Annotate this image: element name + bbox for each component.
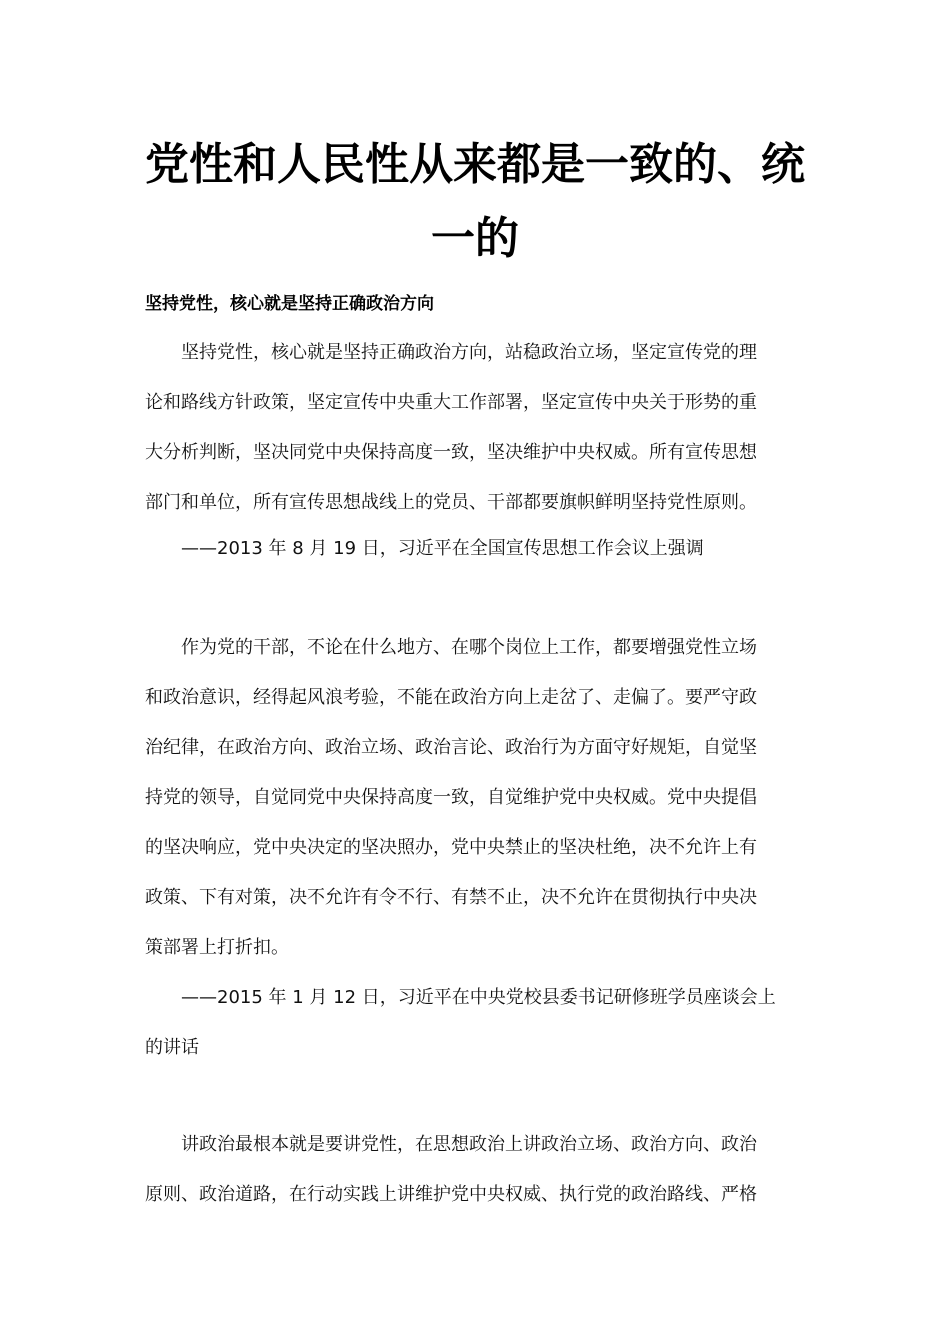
paragraph-2 [145, 623, 805, 973]
paragraph-line: 政策、下有对策，决不允许有令不行、有禁不止，决不允许在贯彻执行中央决 [145, 887, 757, 908]
paragraph-line: 策部署上打折扣。 [145, 937, 289, 958]
document-title-line-2: 一的 [431, 213, 519, 264]
paragraph-line: 作为党的干部，不论在什么地方、在哪个岗位上工作，都要增强党性立场 [181, 637, 757, 658]
paragraph-1 [145, 328, 805, 528]
paragraph-line: 治纪律，在政治方向、政治立场、政治言论、政治行为方面守好规矩，自觉坚 [145, 737, 757, 758]
paragraph-3 [145, 1120, 805, 1220]
paragraph-line: 的坚决响应，党中央决定的坚决照办，党中央禁止的坚决杜绝，决不允许上有 [145, 837, 757, 858]
citation-line: 的讲话 [145, 1037, 199, 1058]
paragraph-line: 坚持党性，核心就是坚持正确政治方向，站稳政治立场，坚定宣传党的理 [181, 342, 757, 363]
paragraph-line: 论和路线方针政策，坚定宣传中央重大工作部署，坚定宣传中央关于形势的重 [145, 392, 757, 413]
paragraph-line: 原则、政治道路，在行动实践上讲维护党中央权威、执行党的政治路线、严格 [145, 1184, 757, 1205]
paragraph-line: 讲政治最根本就是要讲党性，在思想政治上讲政治立场、政治方向、政治 [181, 1134, 757, 1155]
source-citation-2 [145, 973, 805, 1073]
source-citation-1 [145, 524, 805, 574]
paragraph-line: 持党的领导，自觉同党中央保持高度一致，自觉维护党中央权威。党中央提倡 [145, 787, 757, 808]
paragraph-line: 部门和单位，所有宣传思想战线上的党员、干部都要旗帜鲜明坚持党性原则。 [145, 492, 757, 513]
section-heading: 坚持党性，核心就是坚持正确政治方向 [145, 294, 434, 314]
document-title-line-1: 党性和人民性从来都是一致的、统 [145, 139, 805, 190]
citation-line: ——2013 年 8 月 19 日，习近平在全国宣传思想工作会议上强调 [181, 538, 704, 559]
paragraph-line: 和政治意识，经得起风浪考验，不能在政治方向上走岔了、走偏了。要严守政 [145, 687, 757, 708]
paragraph-line: 大分析判断，坚决同党中央保持高度一致，坚决维护中央权威。所有宣传思想 [145, 442, 757, 463]
citation-line: ——2015 年 1 月 12 日，习近平在中央党校县委书记研修班学员座谈会上 [181, 987, 776, 1008]
